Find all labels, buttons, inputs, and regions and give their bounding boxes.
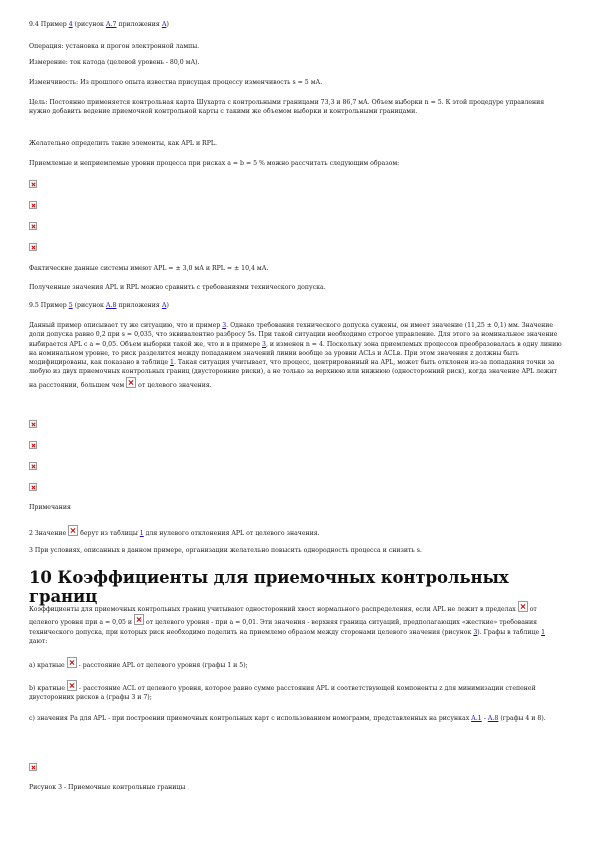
variability-text: Изменчивость: Из прошлого опыта известна присущая процессу изменчивость s = 5 мА. <box>29 79 323 86</box>
section-9-5-title: 9.5 Пример 5 (рисунок А.8 приложения А) <box>29 302 169 309</box>
table-link[interactable]: 1 <box>170 359 174 367</box>
broken-image-icon <box>29 243 37 251</box>
list-item-b: b) кратные - расстояние ACL от целевого уровня, которое равно сумме расстояния APL и соответствующей компоненты z для минимизации степеней двусторонних рисков a (графы 3 и 7); <box>29 680 564 703</box>
section-9-4-title: 9.4 Пример 4 (рисунок А.7 приложения А) <box>29 21 169 28</box>
operation-text: Операция: установка и прогон электронной лампы. <box>29 43 200 50</box>
broken-image-icon <box>29 201 37 209</box>
figure-caption: Рисунок 3 - Приемочные контрольные границы <box>29 784 186 791</box>
table-link[interactable]: 1 <box>541 628 546 636</box>
figure-link[interactable]: А.8 <box>105 302 117 309</box>
notes-label: Примечания <box>29 504 71 511</box>
appendix-link[interactable]: А <box>161 302 167 309</box>
broken-image-icon <box>67 657 77 668</box>
note-2: 2 Значение берут из таблицы 1 для нулевого отклонения APL от целевого значения. <box>29 525 564 538</box>
example-link[interactable]: 4 <box>68 21 73 28</box>
broken-image-icon <box>29 441 37 449</box>
broken-image-icon <box>518 601 528 612</box>
broken-image-icon <box>29 763 37 771</box>
figure-link[interactable]: А.1 <box>471 715 482 722</box>
figure-link[interactable]: А.8 <box>487 715 499 722</box>
goal-paragraph: Цель: Постоянно применяется контрольная карта Шухарта с контрольными границами 73,3 и 86,7 мА. Объем выборки n = 5. К этой процедуре управления нужно добавить ведение приемочной контрольной карты с такими же объемом выборки и контрольными границами. <box>29 99 545 116</box>
example-5-paragraph: Данный пример описывает ту же ситуацию, что и пример 3. Однако требования технического допуска сужены, он имеет значение (11,25 ± 0,1) мм. Значение доли допуска равно 0,2 при s = 0,035, что эквивалентно разбросу 5s. При такой ситуации необходимо строгое управление. Для этого за номинальное значение выбирается APL с a = 0,05. Объем выборки такой же, что и в примере 3, и изменен n = 4. Поскольку зона приемлемых процессов преобразовалась в одну линию на номинальном уровне, то риск разделится между попаданием значений линии вообще за уровни ACLs и ACLв. При этом значения z должны быть модифицированы, как показано в таблице 1. Такая ситуация учитывает, что процесс, центрированный на APL, может быть отклонен из-за попадания точки за любую из двух приемочных контрольных границ (двусторонние риски), а не только за верхнюю или нижнюю (односторонний риск), когда значение APL лежит на расстоянии, большем чем от целевого значения. <box>29 322 562 389</box>
broken-image-icon <box>29 222 37 230</box>
broken-image-icon <box>68 525 78 536</box>
figure-link[interactable]: 3 <box>473 628 478 636</box>
actual-text: Фактические данные системы имеют APL = ± 3,0 мА и RPL = ± 10,4 мА. <box>29 265 269 272</box>
broken-image-icon <box>134 614 144 625</box>
broken-image-icon <box>67 680 77 691</box>
desired-text: Желательно определить такие элементы, как APL и RPL. <box>29 140 217 147</box>
list-item-a: a) кратные - расстояние APL от целевого уровня (графы 1 и 5); <box>29 657 564 670</box>
example-link[interactable]: 3 <box>222 322 227 329</box>
list-item-c: c) значения Рa для APL - при построении приемочных контрольных карт с использованием номограмм, представленных на рисунках А.1 - А.8 (графы 4 и 8). <box>29 715 546 722</box>
section-10-heading: 10 Коэффициенты для приемочных контрольных границ <box>29 568 509 606</box>
levels-text: Приемлемые и неприемлемые уровни процесса при рисках a = b = 5 % можно рассчитать следующим образом: <box>29 160 400 167</box>
table-link[interactable]: 1 <box>139 530 144 537</box>
broken-image-icon <box>29 483 37 491</box>
broken-image-icon <box>29 420 37 428</box>
obtained-text: Полученные значения APL и RPL можно сравнить с требованиями технического допуска. <box>29 284 326 291</box>
note-3: 3 При условиях, описанных в данном примере, организации желательно повысить однородность процесса и снизить s. <box>29 547 422 554</box>
example-link[interactable]: 5 <box>68 302 73 309</box>
measure-text: Измерение: ток катода (целевой уровень - 80,0 мА). <box>29 59 200 66</box>
broken-image-icon <box>29 462 37 470</box>
appendix-link[interactable]: А <box>161 21 167 28</box>
broken-image-icon <box>126 377 136 388</box>
figure-link[interactable]: А.7 <box>105 21 117 28</box>
broken-image-icon <box>29 180 37 188</box>
example-link[interactable]: 3 <box>262 340 266 348</box>
section-10-paragraph: Коэффициенты для приемочных контрольных границ учитывают односторонний хвост нормального распределения, если APL не лежит в пределах от целевого уровня при a = 0,05 и от целевого уровня - при a = 0,01. Эти значения - верхняя граница ситуаций, предполагающих «жесткие» требования технического допуска, при которых риск необходимо поделить на приемлемо образом между сторонами целевого значения (рисунок 3). Графы в таблице 1 дают: <box>29 601 564 646</box>
